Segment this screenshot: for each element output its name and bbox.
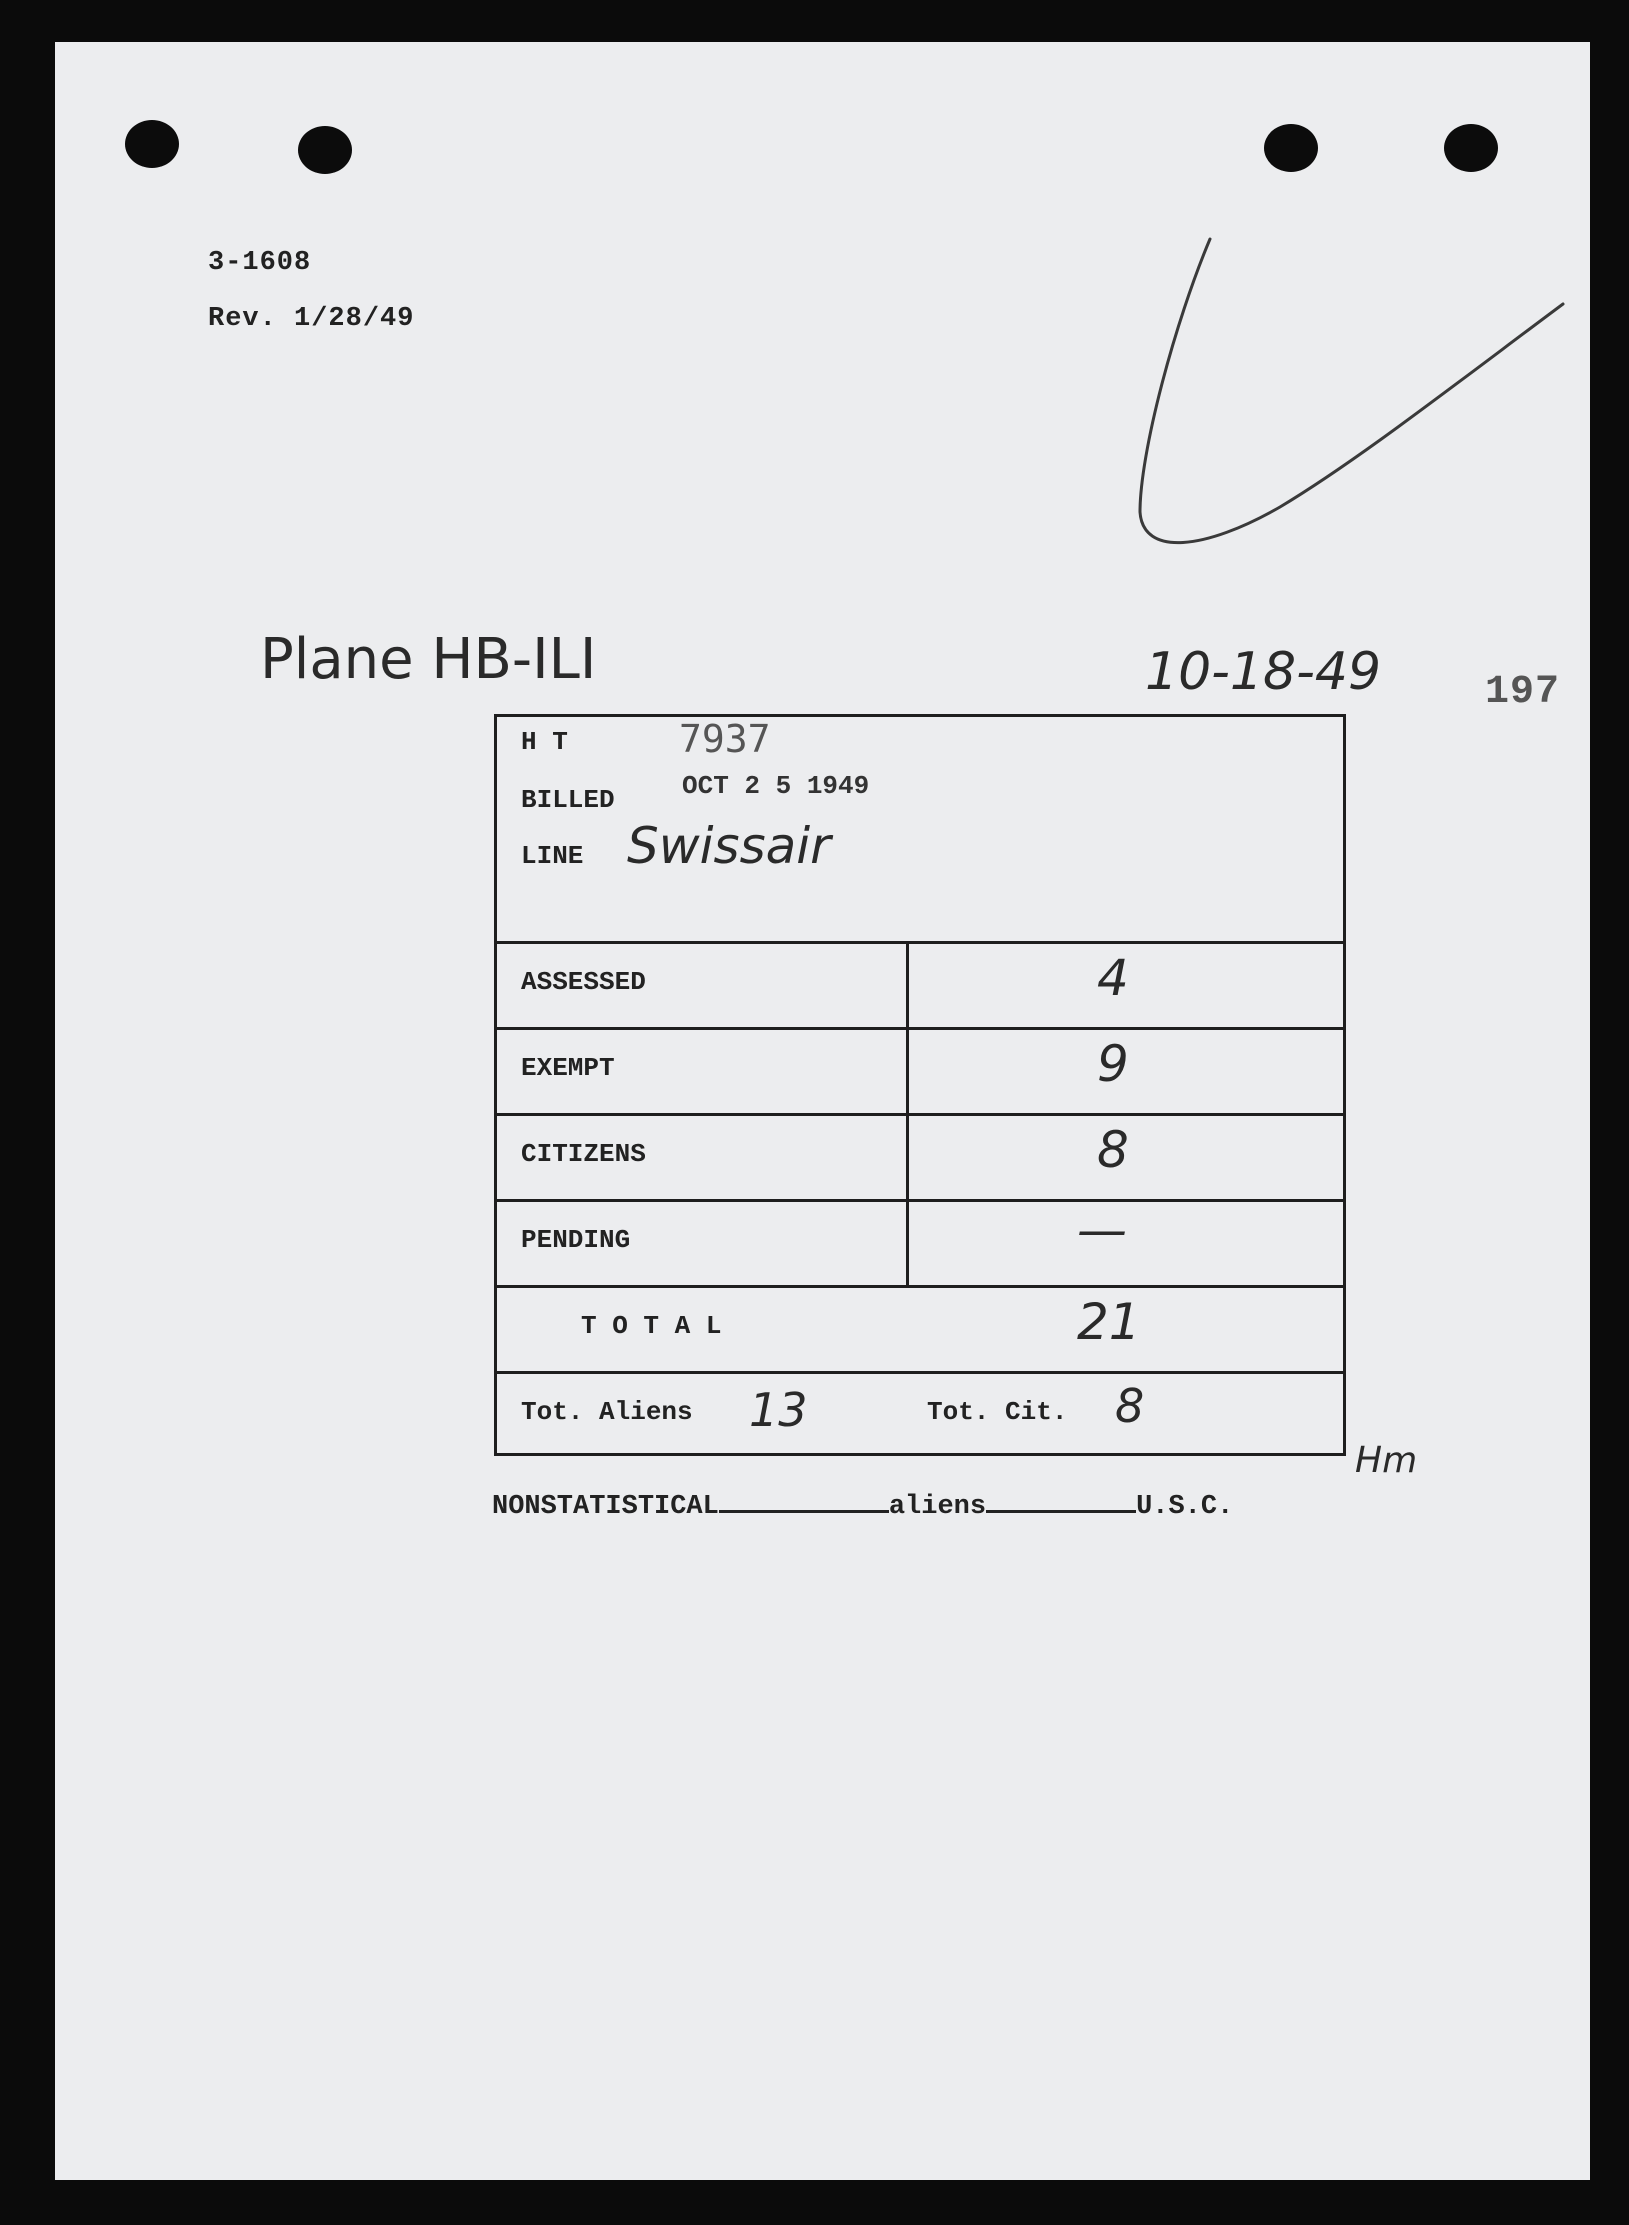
row-label-exempt: EXEMPT	[521, 1053, 615, 1083]
total-value: 21	[1077, 1293, 1141, 1351]
row-label-assessed: ASSESSED	[521, 967, 646, 997]
handwritten-date: 10-18-49	[1145, 642, 1382, 702]
nonstat-aliens-blank	[719, 1500, 889, 1513]
tot-aliens-value: 13	[749, 1383, 808, 1437]
nonstatistical-line	[492, 1492, 1233, 1522]
usc-label: U.S.C.	[1136, 1492, 1234, 1522]
line-value: Swissair	[627, 817, 831, 875]
row-label-pending: PENDING	[521, 1225, 631, 1255]
document-page	[55, 42, 1590, 2180]
margin-number: 197	[1485, 670, 1561, 715]
nonstatistical-label: NONSTATISTICAL	[492, 1492, 719, 1522]
tot-aliens-label: Tot. Aliens	[521, 1397, 693, 1427]
ht-number: 7937	[679, 717, 771, 761]
nonstat-usc-blank	[986, 1500, 1136, 1513]
tot-cit-label: Tot. Cit.	[927, 1397, 1068, 1427]
tot-cit-value: 8	[1115, 1379, 1145, 1433]
row-value-assessed: 4	[1097, 949, 1129, 1007]
check-mark-icon	[55, 42, 1590, 642]
manifest-box	[494, 714, 1346, 1456]
total-label: T O T A L	[581, 1311, 722, 1341]
row-value-citizens: 8	[1097, 1121, 1129, 1179]
form-number: 3-1608	[208, 248, 312, 278]
row-label-citizens: CITIZENS	[521, 1139, 646, 1169]
initials: Hm	[1355, 1440, 1418, 1481]
row-value-exempt: 9	[1097, 1035, 1129, 1093]
aliens-label: aliens	[888, 1492, 987, 1522]
billed-label: BILLED	[521, 785, 615, 815]
plane-designation: Plane HB-ILI	[260, 627, 597, 692]
ht-label: H T	[521, 727, 568, 757]
row-value-pending: —	[1077, 1201, 1127, 1259]
line-label: LINE	[521, 841, 584, 871]
billed-stamp: OCT 2 5 1949	[682, 771, 870, 801]
form-revision: Rev. 1/28/49	[208, 304, 415, 334]
